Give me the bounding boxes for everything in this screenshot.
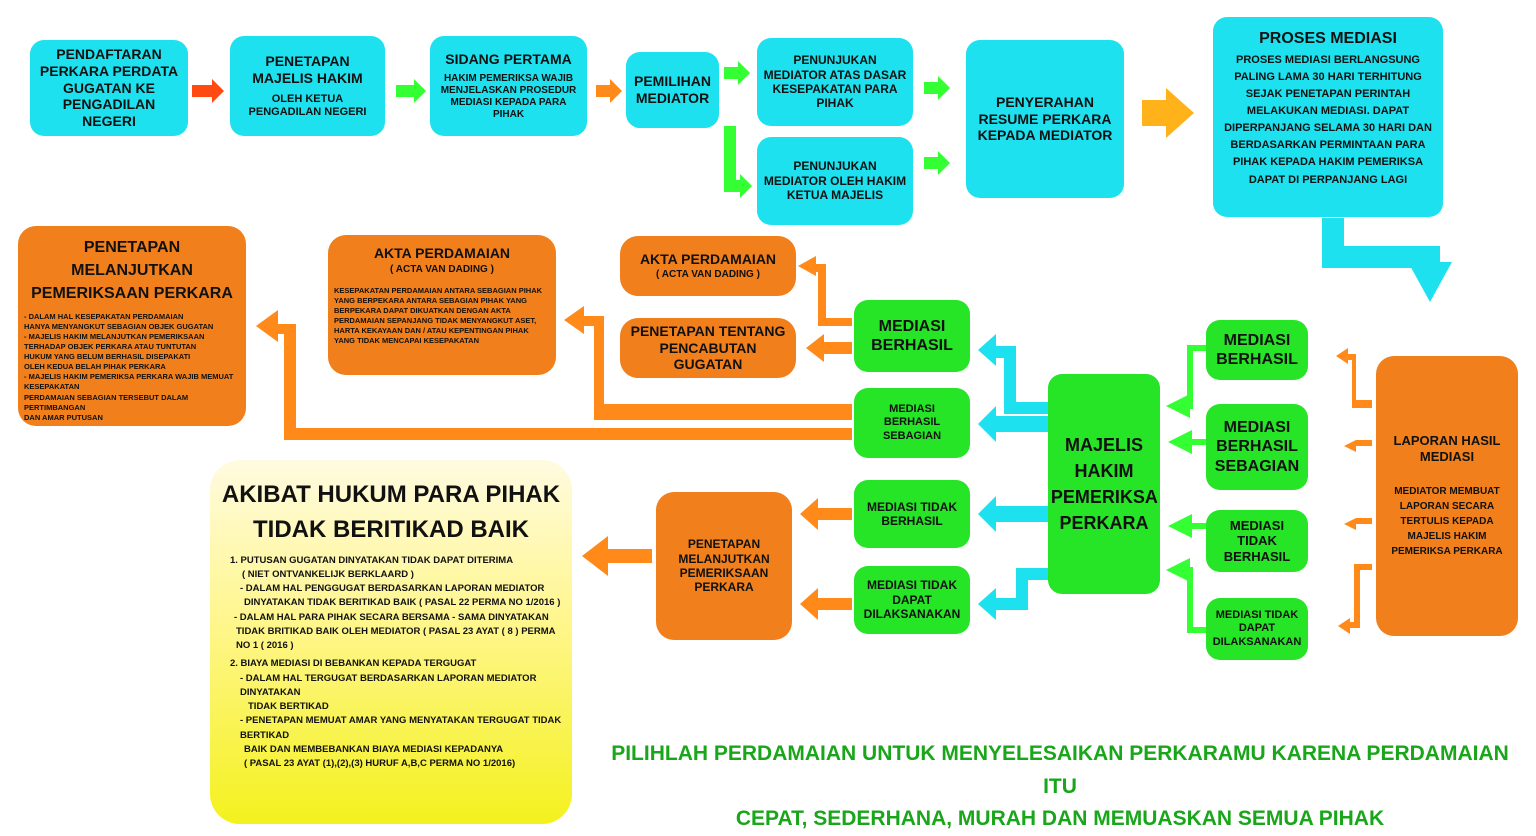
right-tidak-berhasil-box [1206,510,1308,572]
akta-small-box [620,236,796,296]
penyerahan-resume-label: PENYERAHAN RESUME PERKARA KEPADA MEDIATOR [977,93,1113,144]
left-sebagian-label: MEDIASI BERHASIL SEBAGIAN [882,403,942,442]
penetapan-majelis-sub: OLEH KETUA PENGADILAN NEGERI [248,92,367,118]
right-tidak-berhasil-label: MEDIASI TIDAK BERHASIL [1223,517,1291,564]
majelis-hakim-box [1048,374,1160,594]
akibat-line: - DALAM HAL PENGGUGAT BERDASARKAN LAPORAN MEDIATOR [240,583,545,595]
sidang-pertama-sub: HAKIM PEMERIKSA WAJIB MENJELASKAN PROSEDUR MEDIASI KEPADA PARA PIHAK [440,73,577,121]
penetapan-majelis-title: PENETAPAN MAJELIS HAKIM [252,53,363,86]
penunjukan-sepakat-label: PENUNJUKAN MEDIATOR ATAS DASAR KESEPAKATAN PARA PIHAK [763,53,907,111]
arrow-13 [1338,564,1372,634]
left-tidak-dapat-box [854,566,970,634]
arrow-3 [596,79,622,103]
pendaftaran-label: PENDAFTARAN PERKARA PERDATA GUGATAN KE PENGADILAN NEGERI [39,46,179,130]
arrow-17 [1178,570,1206,630]
laporan-hasil-title: LAPORAN HASIL MEDIASI [1393,432,1501,464]
lanjut-big-line: OLEH KEDUA BELAH PIHAK PERKARA [24,362,166,372]
lanjut-big-line: PERDAMAIAN SEBAGIAN TERSEBUT DALAM PERTIMBANGAN [24,392,189,412]
akta-big-title: AKTA PERDAMAIAN [373,245,511,261]
sidang-pertama-box [430,36,587,136]
arrow-26 [800,498,852,530]
left-tidak-berhasil-label: MEDIASI TIDAK BERHASIL [867,499,957,528]
akibat-line: - PENETAPAN MEMUAT AMAR YANG MENYATAKAN TERGUGAT TIDAK BERTIKAD [240,715,562,741]
akta-big-body: KESEPAKATAN PERDAMAIAN ANTARA SEBAGIAN PIHAK YANG BERPEKARA ANTARA SEBAGIAN PIHAK YANG BERPEKARA DAPAT DIKUATKAN DENGAN AKTA PERDAMAIAN SEPANJANG TIDAK MENYANGKUT ASET, HARTA KEKAYAAN DAN / ATAU KEPENTINGAN PIHAK YANG TIDAK MENCAPAI KESEPAKATAN [334,285,543,346]
akta-big-box [328,235,556,375]
proses-mediasi-title: PROSES MEDIASI [1259,30,1397,47]
arrow-10 [1336,348,1372,408]
left-tidak-dapat-label: MEDIASI TIDAK DAPAT DILAKSANAKAN [863,578,961,622]
arrow-28 [582,536,652,576]
arrow-27 [800,588,852,620]
arrow-21 [978,568,1048,620]
lanjut-big-line: - MAJELIS HAKIM PEMERIKSA PERKARA WAJIB MEMUAT KESEPAKATAN [24,372,234,392]
arrow-12 [1344,518,1372,530]
pendaftaran-box [30,40,188,136]
akibat-line: - DALAM HAL TERGUGAT BERDASARKAN LAPORAN MEDIATOR DINYATAKAN [240,672,537,698]
arrow-11 [1344,440,1372,452]
akibat-line: DINYATAKAN TIDAK BERITIKAD BAIK ( PASAL 22 PERMA NO 1/2016 ) [244,597,561,609]
akta-big-sub: ( ACTA VAN DADING ) [390,263,494,275]
right-tidak-dapat-box [1206,598,1308,660]
arrow-2 [396,79,426,103]
penetapan-majelis-box [230,36,385,136]
slogan-line-1: PILIHLAH PERDAMAIAN UNTUK MENYELESAIKAN PERKARAMU KARENA PERDAMAIAN ITU [611,742,1509,798]
lanjut-big-list [24,312,240,423]
akibat-line: TIDAK BRITIKAD BAIK OLEH MEDIATOR ( PASAL 23 AYAT ( 8 ) PERMA [236,625,556,637]
akibat-line: NO 1 ( 2016 ) [236,640,294,652]
penyerahan-resume-box [966,40,1124,198]
pemilihan-mediator-label: PEMILIHAN MEDIATOR [634,73,711,106]
lanjut-small-label: PENETAPAN MELANJUTKAN PEMERIKSAAN PERKARA [678,537,770,595]
lanjut-big-line: HUKUM YANG BELUM BERHASIL DISEPAKATI [24,352,191,362]
akibat-line: ( NIET ONTVANKELIJK BERKLAARD ) [242,568,414,580]
penunjukan-hakim-label: PENUNJUKAN MEDIATOR OLEH HAKIM KETUA MAJELIS [763,159,907,203]
lanjut-big-box [18,226,246,426]
slogan [600,738,1520,836]
right-sebagian-box [1206,404,1308,490]
akibat-line: TIDAK BERTIKAD [248,701,329,713]
slogan-line-2: CEPAT, SEDERHANA, MURAH DAN MEMUASKAN SEMUA PIHAK [735,807,1385,831]
proses-mediasi-box [1213,17,1443,217]
akibat-line: 2. BIAYA MEDIASI DI BEBANKAN KEPADA TERGUGAT [230,658,477,670]
akibat-hukum-list [220,554,562,772]
lanjut-big-line: DAN AMAR PUTUSAN [24,412,103,422]
pencabutan-box [620,318,796,378]
akta-small-sub: ( ACTA VAN DADING ) [656,269,760,281]
akibat-hukum-title: AKIBAT HUKUM PARA PIHAK TIDAK BERITIKAD BAIK [221,481,561,543]
arrow-9 [1322,218,1452,302]
lanjut-big-line: TERHADAP OBJEK PERKARA ATAU TUNTUTAN [24,341,197,351]
akibat-line: BAIK DAN MEMBEBANKAN BIAYA MEDIASI KEPADANYA [244,743,504,755]
lanjut-big-line: - DALAM HAL KESEPAKATAN PERDAMAIAN [24,311,184,321]
lanjut-big-line: HANYA MENYANGKUT SEBAGIAN OBJEK GUGATAN [24,321,214,331]
arrow-5 [724,126,752,198]
laporan-hasil-sub: MEDIATOR MEMBUAT LAPORAN SECARA TERTULIS KEPADA MAJELIS HAKIM PEMERIKSA PERKARA [1391,486,1503,558]
arrow-18 [978,334,1048,414]
akibat-hukum-box [210,460,572,824]
penunjukan-sepakat-box [757,38,913,126]
lanjut-big-title: PENETAPAN MELANJUTKAN PEMERIKSAAN PERKARA [31,239,233,303]
arrow-20 [978,496,1048,532]
akta-small-title: AKTA PERDAMAIAN [639,250,777,267]
arrow-6 [924,76,950,100]
arrow-7 [924,151,950,175]
right-berhasil-label: MEDIASI BERHASIL [1216,331,1298,368]
right-sebagian-label: MEDIASI BERHASIL SEBAGIAN [1214,419,1300,475]
right-tidak-dapat-label: MEDIASI TIDAK DAPAT DILAKSANAKAN [1212,609,1302,648]
arrow-1 [192,79,224,103]
arrow-8 [1142,88,1194,138]
sidang-pertama-title: SIDANG PERTAMA [445,50,572,67]
akibat-line: 1. PUTUSAN GUGATAN DINYATAKAN TIDAK DAPAT DITERIMA [230,554,514,566]
arrow-22 [798,256,852,326]
laporan-hasil-box [1376,356,1518,636]
arrow-23 [806,334,852,362]
pemilihan-mediator-box [626,52,719,128]
right-berhasil-box [1206,320,1308,380]
left-berhasil-label: MEDIASI BERHASIL [871,317,953,354]
left-sebagian-box [854,388,970,458]
penunjukan-hakim-box [757,137,913,225]
left-berhasil-box [854,300,970,372]
left-tidak-berhasil-box [854,480,970,548]
lanjut-big-line: - MAJELIS HAKIM MELANJUTKAN PEMERIKSAAN [24,331,205,341]
akibat-line: ( PASAL 23 AYAT (1),(2),(3) HURUF A,B,C PERMA NO 1/2016) [244,758,516,770]
majelis-hakim-label: MAJELIS HAKIM PEMERIKSA PERKARA [1050,434,1158,534]
akibat-line: - DALAM HAL PARA PIHAK SECARA BERSAMA - SAMA DINYATAKAN [234,611,549,623]
proses-mediasi-sub: PROSES MEDIASI BERLANGSUNG PALING LAMA 30 HARI TERHITUNG SEJAK PENETAPAN PERINTAH MELAKUKAN MEDIASI. DAPAT DIPERPANJANG SELAMA 30 HARI DAN BERDASARKAN PERMINTAAN PARA PIHAK KEPADA HAKIM PEMERIKSA DAPAT DI PERPANJANG LAGI [1224,54,1432,186]
lanjut-small-box [656,492,792,640]
arrow-14 [1178,348,1206,406]
arrow-4 [724,61,750,85]
pencabutan-label: PENETAPAN TENTANG PENCABUTAN GUGATAN [630,322,786,373]
